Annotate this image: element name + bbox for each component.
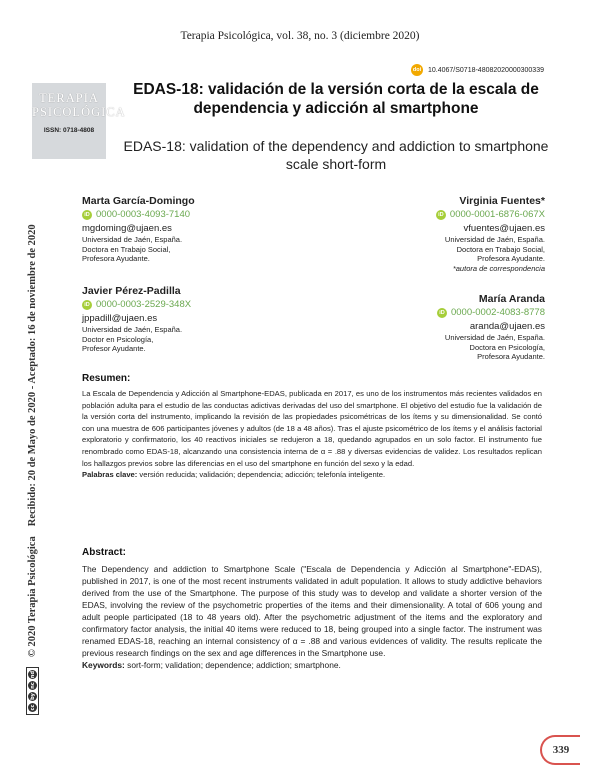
- side-strip: [26, 175, 39, 715]
- author-card: [82, 194, 282, 264]
- affiliation-line: Doctor en Psicología,: [82, 334, 154, 344]
- doi-icon: doi: [411, 64, 423, 76]
- page-number: 339: [540, 735, 580, 765]
- orcid-link[interactable]: iD 0000-0003-4093-7140: [82, 208, 282, 222]
- orcid-icon: iD: [437, 308, 447, 318]
- affiliation-line: Universidad de Jaén, España.: [444, 333, 545, 342]
- doi-row[interactable]: [411, 64, 544, 76]
- title-spanish: EDAS-18: validación de la versión corta de la escala de dependencia y adicción al smartphone: [133, 81, 539, 117]
- affiliation-line: Profesora Ayudante.: [477, 254, 545, 263]
- author-card: [345, 292, 545, 362]
- author-email[interactable]: vfuentes@ujaen.es: [463, 223, 545, 234]
- affiliation-line: Universidad de Jaén, España.: [82, 235, 183, 244]
- abstract-body: [82, 563, 542, 671]
- author-card: [345, 194, 545, 273]
- orcid-link[interactable]: iD 0000-0003-2529-348X: [82, 298, 282, 312]
- author-name: Virginia Fuentes*: [459, 195, 545, 207]
- doi-text[interactable]: 10.4067/S0718-48082020000300339: [427, 66, 544, 74]
- author-name: María Aranda: [478, 293, 545, 305]
- author-card: [82, 284, 282, 354]
- journal-logo: [32, 83, 126, 159]
- side-dates: Recibido: 20 de Mayo de 2020 - Aceptado: 16 de noviembre de 2020: [27, 224, 38, 527]
- affiliation-line: Doctora en Trabajo Social,: [82, 244, 171, 254]
- affiliation-line: Universidad de Jaén, España.: [444, 235, 545, 244]
- affiliation-line: Doctora en Trabajo Social,: [456, 244, 545, 254]
- orcid-icon: iD: [82, 300, 92, 310]
- author-email[interactable]: mgdoming@ujaen.es: [82, 223, 172, 234]
- orcid-icon: iD: [82, 210, 92, 220]
- resumen-keywords: [82, 469, 542, 481]
- orcid-link[interactable]: iD 0000-0001-6876-067X: [345, 208, 545, 222]
- affiliation-line: Profesora Ayudante.: [82, 254, 150, 263]
- affiliation-line: Universidad de Jaén, España.: [82, 325, 183, 334]
- nc-icon: nc: [29, 682, 36, 689]
- author-name: Marta García-Domingo: [82, 195, 195, 207]
- abstract-keywords: [82, 659, 542, 671]
- keywords-text: sort-form; validation; dependence; addiction; smartphone.: [124, 660, 341, 670]
- keywords-text: versión reducida; validación; dependencia; adicción; telefonía inteligente.: [137, 470, 386, 480]
- author-name: Javier Pérez-Padilla: [82, 285, 181, 297]
- affiliation-line: Profesora Ayudante.: [477, 352, 545, 361]
- logo-line-2: PSICOLÓGICA: [32, 105, 126, 119]
- abstract-heading: Abstract:: [82, 547, 126, 558]
- orcid-link[interactable]: iD 0000-0002-4083-8778: [345, 306, 545, 320]
- keywords-label: Keywords:: [82, 660, 125, 670]
- logo-issn: ISSN: 0718-4808: [43, 127, 95, 134]
- affiliation-line: Doctora en Psicología,: [469, 342, 545, 352]
- cc-icon: cc: [29, 704, 36, 711]
- journal-header: Terapia Psicológica, vol. 38, no. 3 (diciembre 2020): [180, 30, 420, 42]
- author-email[interactable]: jppadill@ujaen.es: [82, 313, 158, 324]
- logo-line-1: TERAPIA: [39, 91, 99, 105]
- resumen-body: [82, 388, 542, 481]
- nd-icon: nd: [29, 670, 36, 679]
- resumen-text: La Escala de Dependencia y Adicción al Smartphone-EDAS, publicada en 2017, es uno de los instrumentos más recientes validados en población adulta para el estudio de las conductas adictivas derivadas del uso del smartphone. El objetivo del estudio fue la validación de la versión corta del instrumento, implicando la revisión de las propiedades psicométricas de los ítems y su dimensionalidad. Se contó con una muestra de 606 participantes jóvenes y adultos (de 18 a 48 años). Tras el ajuste psicométrico de los ítems y el análisis factorial exploratorio y confirmatorio, los 40 reactivos iniciales se redujeron a 18, quedando agrupados en un solo factor. El instrumento fue renombrado como EDAS-18, alcanzando una consistencia interna de α = .88 y diversas evidencias de validez. Los resultados replican los hallazgos previos sobre las diferencias en el uso del smartphone en función del sexo y la edad.: [82, 389, 542, 468]
- corresponding-note: *autora de correspondencia: [452, 263, 545, 273]
- resumen-heading: Resumen:: [82, 373, 131, 384]
- by-icon: by: [29, 693, 36, 700]
- title-english: EDAS-18: validation of the dependency and addiction to smartphone scale short-form: [123, 138, 549, 172]
- author-email[interactable]: aranda@ujaen.es: [469, 321, 545, 332]
- abstract-text: The Dependency and addiction to Smartphone Scale ("Escala de Dependencia y Adicción al Smartphone"-EDAS), published in 2017, is one of the most recent instruments validated in adult population. It allows to study addictive behaviors derived from the use of the Smartphone. The purpose of this study was to develop and validate a shorter version of the EDAS, involving the review of the psychometric properties of the items and their dimensionality. A total of 606 young and adult people participated (18 to 48 years old). After the psychometric adjustment of the items and the exploratory and confirmatory factor analysis, the initial 40 items were reduced to 18, being grouped into a single factor. The instrument was renamed EDAS-18, reaching an internal consistency of α = .88 and various evidences of validity. The results replicate the previous research findings on the sex and age differences in the Smartphone use.: [82, 564, 542, 658]
- keywords-label: Palabras clave:: [82, 470, 138, 480]
- orcid-icon: iD: [436, 210, 446, 220]
- cc-license-badge[interactable]: [26, 667, 39, 715]
- side-copyright: © 2020 Terapia Psicológica: [27, 536, 38, 657]
- affiliation-line: Profesor Ayudante.: [82, 344, 146, 353]
